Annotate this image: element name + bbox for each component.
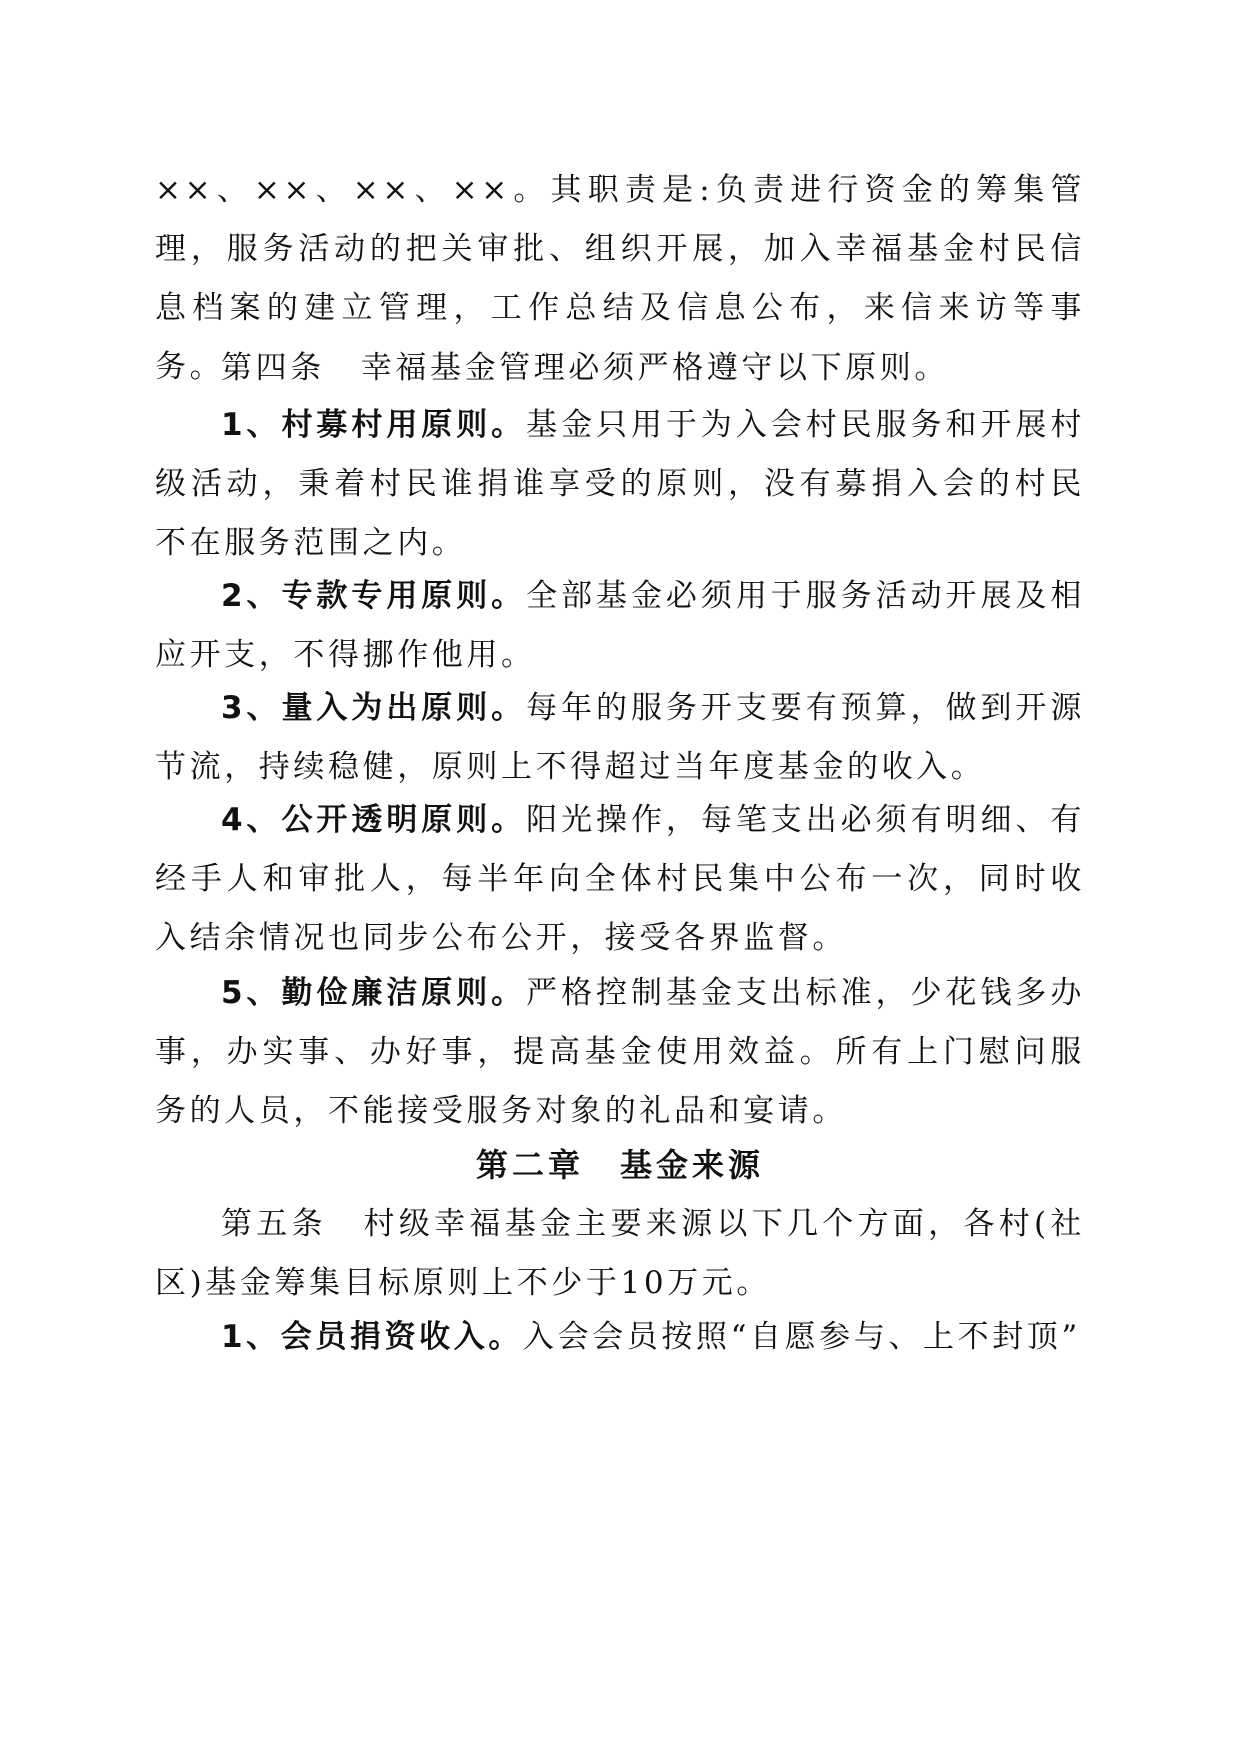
principle-4 bbox=[155, 791, 1085, 968]
chapter-2-title: 基金来源 bbox=[620, 1146, 765, 1184]
principle-3-text: 每年的服务开支要有预算，做到开源节流，持续稳健，原则上不得超过当年度基金的收入。 bbox=[155, 690, 1085, 785]
chapter-2-heading bbox=[0, 1137, 1240, 1193]
principle-3-lead: 3、量入为出原则。 bbox=[221, 690, 527, 726]
article-5-label: 第五条 bbox=[221, 1206, 327, 1242]
principle-2-lead: 2、专款专用原则。 bbox=[221, 578, 527, 614]
article-5-text: 村级幸福基金主要来源以下几个方面，各村(社区)基金筹集目标原则上不少于10万元。 bbox=[155, 1206, 1085, 1301]
source-1-text: 入会会员按照“自愿参与、上不封顶” bbox=[522, 1319, 1081, 1355]
article-5 bbox=[155, 1195, 1085, 1313]
committee-duties-text: ××、××、××、××。其职责是:负责进行资金的筹集管理，服务活动的把关审批、组织开展，加入幸福基金村民信息档案的建立管理，工作总结及信息公布，来信来访等事务。 bbox=[155, 172, 1085, 385]
chapter-2-label: 第二章 bbox=[475, 1146, 584, 1184]
principle-5-lead: 5、勤俭廉洁原则。 bbox=[221, 975, 527, 1011]
article-4-text: 幸福基金管理必须严格遵守以下原则。 bbox=[360, 350, 950, 386]
principle-4-lead: 4、公开透明原则。 bbox=[221, 802, 527, 838]
principle-2-text: 全部基金必须用于服务活动开展及相应开支，不得挪作他用。 bbox=[155, 578, 1085, 673]
principle-1 bbox=[155, 396, 1085, 573]
principle-4-text: 阳光操作，每笔支出必须有明细、有经手人和审批人，每半年向全体村民集中公布一次，同时收入结余情况也同步公布公开，接受各界监督。 bbox=[155, 802, 1085, 956]
principle-1-lead: 1、村募村用原则。 bbox=[221, 407, 527, 443]
principle-2 bbox=[155, 567, 1085, 685]
source-1 bbox=[155, 1308, 1085, 1367]
source-1-lead: 1、会员捐资收入。 bbox=[221, 1319, 523, 1355]
principle-5 bbox=[155, 964, 1085, 1141]
article-4 bbox=[155, 339, 1085, 398]
principle-5-text: 严格控制基金支出标准，少花钱多办事，办实事、办好事，提高基金使用效益。所有上门慰问服务的人员，不能接受服务对象的礼品和宴请。 bbox=[155, 975, 1085, 1129]
article-4-label: 第四条 bbox=[221, 350, 325, 386]
principle-3 bbox=[155, 679, 1085, 797]
principle-1-text: 基金只用于为入会村民服务和开展村级活动，秉着村民谁捐谁享受的原则，没有募捐入会的村民不在服务范围之内。 bbox=[155, 407, 1085, 561]
